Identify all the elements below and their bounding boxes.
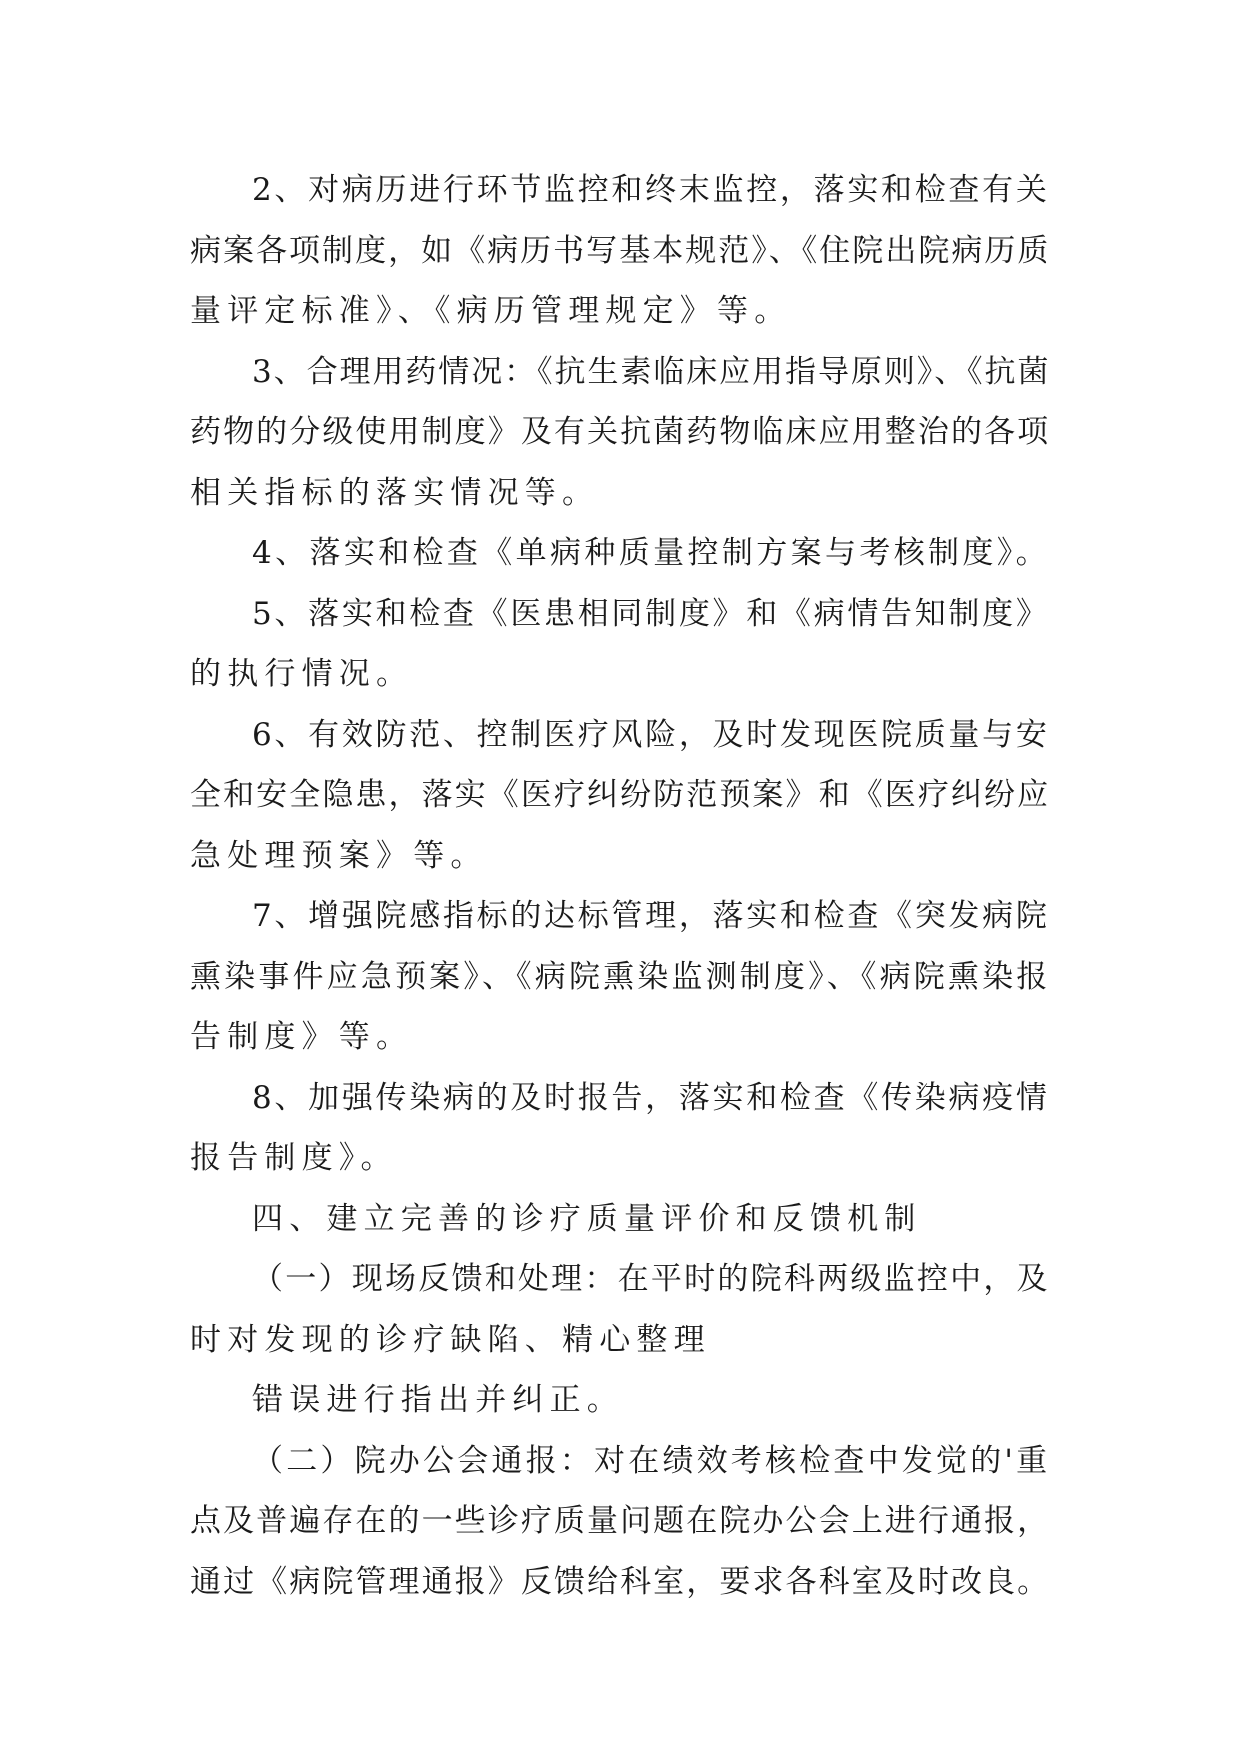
paragraph-p4 (190, 523, 1050, 584)
text-line: 错误进行指出并纠正。 (252, 1382, 624, 1418)
paragraph-p5 (190, 584, 1050, 705)
text-line: 的执行情况。 (190, 656, 414, 692)
text-line: 急处理预案》等。 (190, 837, 488, 874)
text-line: 药物的分级使用制度》及有关抗菌药物临床应用整治的各项 (190, 414, 1051, 450)
paragraph-s1b (190, 1370, 1050, 1431)
text-line: 4、落实和检查《单病种质量控制方案与考核制度》。 (252, 535, 1051, 571)
paragraph-s1 (190, 1249, 1050, 1370)
text-line: （一）现场反馈和处理：在平时的院科两级监控中，及 (252, 1261, 1050, 1297)
text-line: 7、增强院感指标的达标管理，落实和检查《突发病院 (252, 898, 1050, 934)
text-line: 5、落实和检查《医患相同制度》和《病情告知制度》 (252, 595, 1050, 632)
text-line: 3、合理用药情况：《抗生素临床应用指导原则》、《抗菌 (252, 353, 1051, 390)
text-line: 告制度》等。 (190, 1019, 414, 1055)
paragraph-h4 (190, 1189, 1050, 1250)
text-line: 2、对病历进行环节监控和终末监控，落实和检查有关 (252, 172, 1050, 208)
text-line: 点及普遍存在的一些诊疗质量问题在院办公会上进行通报， (190, 1503, 1051, 1539)
text-line: 病案各项制度，如《病历书写基本规范》、《住院出院病历质 (190, 232, 1051, 269)
paragraph-p8 (190, 1068, 1050, 1189)
text-line: 8、加强传染病的及时报告，落实和检查《传染病疫情 (252, 1079, 1050, 1116)
text-line: 报告制度》。 (190, 1140, 398, 1176)
paragraph-s2 (190, 1431, 1050, 1613)
text-line: 时对发现的诊疗缺陷、精心整理 (190, 1321, 711, 1358)
paragraph-p7 (190, 886, 1050, 1068)
text-line: 量评定标准》、《病历管理规定》等。 (190, 293, 792, 329)
text-line: 通过《病院管理通报》反馈给科室，要求各科室及时改良。 (190, 1563, 1051, 1600)
paragraph-p6 (190, 705, 1050, 887)
text-line: 四、建立完善的诊疗质量评价和反馈机制 (252, 1200, 922, 1237)
text-line: 熏染事件应急预案》、《病院熏染监测制度》、《病院熏染报 (190, 958, 1051, 995)
document-body (190, 160, 1050, 1612)
text-line: （二）院办公会通报：对在绩效考核检查中发觉的'重 (252, 1442, 1051, 1479)
text-line: 全和安全隐患，落实《医疗纠纷防范预案》和《医疗纠纷应 (190, 777, 1051, 813)
paragraph-p3 (190, 342, 1050, 524)
paragraph-p2 (190, 160, 1050, 342)
text-line: 6、有效防范、控制医疗风险，及时发现医院质量与安 (252, 716, 1050, 753)
text-line: 相关指标的落实情况等。 (190, 474, 600, 511)
